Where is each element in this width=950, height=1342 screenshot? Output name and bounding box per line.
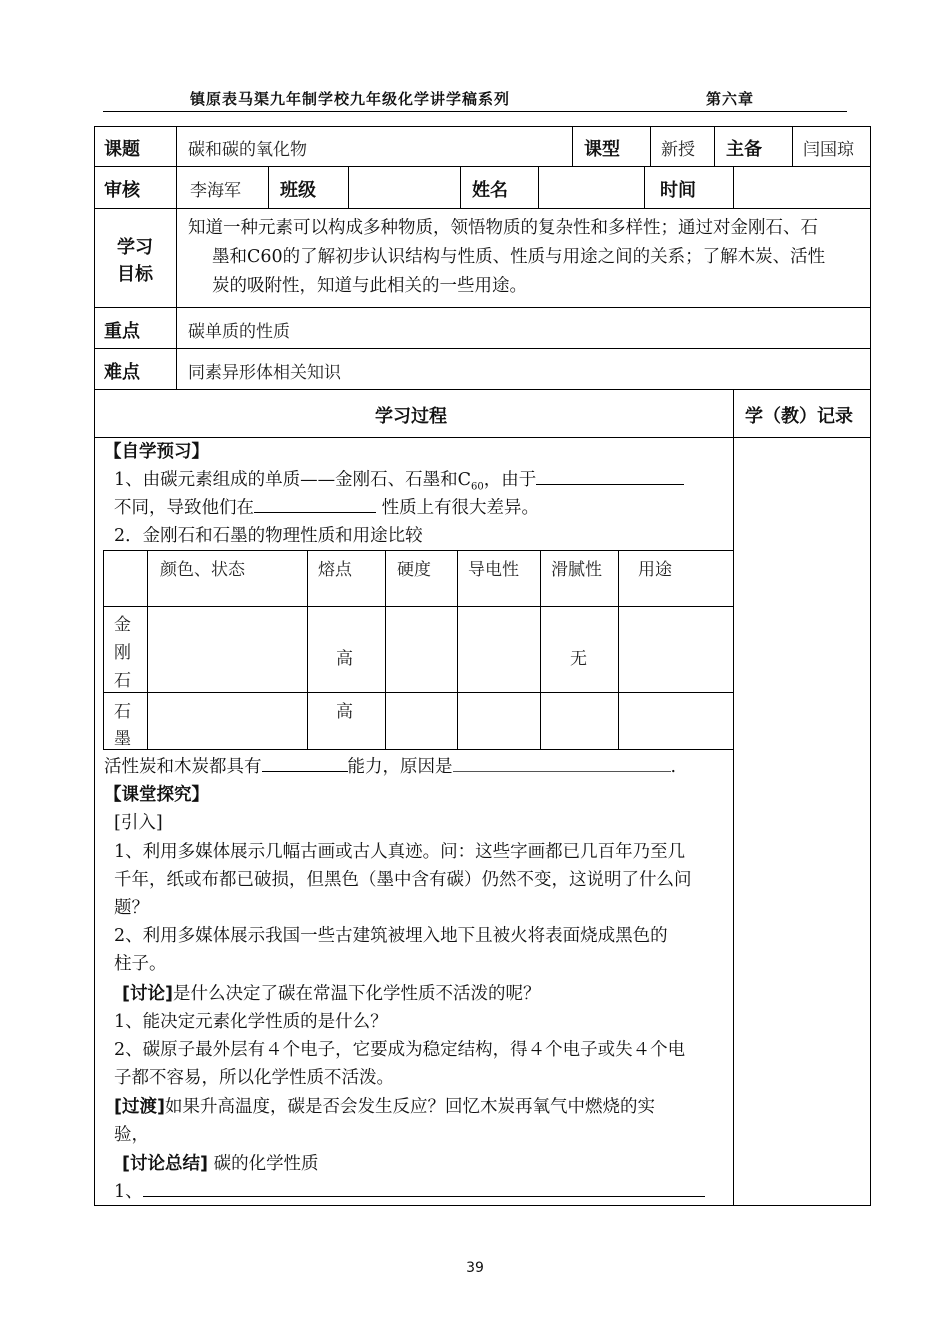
header-hardness: 硬度 — [397, 560, 431, 580]
q3-text-c: . — [670, 757, 677, 777]
header-rule — [103, 111, 847, 112]
goal-label-line2: 目标 — [117, 264, 153, 285]
answer-blank[interactable] — [453, 753, 671, 772]
summary-item-number: 1、 — [114, 1182, 143, 1202]
row-divider — [94, 307, 871, 308]
table-row-divider — [103, 692, 734, 693]
q3-text-b: 能力，原因是 — [347, 757, 453, 777]
q1-text-b: ，由于 — [483, 470, 537, 490]
summary-text: 碳的化学性质 — [208, 1154, 319, 1174]
table-col-divider — [385, 550, 386, 750]
row-divider — [94, 437, 871, 438]
diamond-slipperiness: 无 — [570, 649, 587, 669]
row-diamond-name-3: 石 — [114, 671, 131, 691]
table-col-divider — [618, 550, 619, 750]
key-point-label: 重点 — [104, 321, 140, 342]
table-col-divider — [147, 550, 148, 750]
answer-blank[interactable] — [536, 466, 684, 485]
col-divider — [572, 126, 573, 166]
col-divider — [538, 166, 539, 208]
col-divider — [714, 126, 715, 166]
q1-text-c: 不同，导致他们在 — [114, 498, 254, 518]
page-number: 39 — [466, 1260, 484, 1276]
col-divider — [650, 126, 651, 166]
explore-p2-line1: 2、利用多媒体展示我国一些古建筑被埋入地下且被火将表面烧成黑色的 — [114, 926, 668, 946]
discussion-line — [122, 980, 541, 1008]
col-divider — [176, 126, 177, 389]
c60-subscript: 60 — [471, 481, 484, 493]
table-col-divider — [307, 550, 308, 750]
preview-heading: 【自学预习】 — [104, 442, 209, 462]
process-heading: 学习过程 — [375, 406, 447, 427]
transition-line1 — [114, 1093, 655, 1121]
q3-text-a: 活性炭和木炭都具有 — [104, 757, 262, 777]
transition-tag: [过渡] — [114, 1097, 165, 1117]
answer-blank[interactable] — [143, 1178, 705, 1197]
summary-line — [122, 1150, 319, 1178]
row-diamond-name-1: 金 — [114, 615, 131, 635]
col-divider — [644, 166, 645, 208]
goal-label-line1: 学习 — [117, 237, 153, 258]
col-divider — [733, 166, 734, 208]
chapter-label: 第六章 — [706, 90, 755, 108]
discussion-q2-line1: 2、碳原子最外层有４个电子，它要成为稳定结构，得４个电子或失４个电 — [114, 1040, 686, 1060]
table-col-divider — [540, 550, 541, 750]
goal-line-3: 炭的吸附性，知道与此相关的一些用途。 — [212, 276, 527, 296]
preview-question-2: 2．金刚石和石墨的物理性质和用途比较 — [114, 526, 423, 546]
summary-tag: [讨论总结] — [122, 1154, 208, 1174]
col-divider — [348, 166, 349, 208]
col-divider — [733, 389, 734, 1206]
lead-author-value: 闫国琼 — [803, 140, 854, 160]
summary-item-1 — [114, 1178, 705, 1206]
topic-label: 课题 — [104, 139, 140, 160]
explore-p2-line2: 柱子。 — [114, 954, 167, 974]
col-divider — [792, 126, 793, 166]
header-slipperiness: 滑腻性 — [551, 560, 602, 580]
name-label: 姓名 — [472, 180, 508, 201]
intro-tag: [引入] — [114, 813, 163, 833]
lesson-type-value: 新授 — [661, 140, 695, 160]
topic-value: 碳和碳的氧化物 — [188, 140, 307, 160]
preview-question-3 — [104, 753, 676, 781]
row-divider — [94, 208, 871, 209]
discussion-text: 是什么决定了碳在常温下化学性质不活泼的呢？ — [173, 984, 541, 1004]
diamond-melting-point: 高 — [336, 649, 353, 669]
col-divider — [460, 166, 461, 208]
answer-blank[interactable] — [262, 753, 348, 772]
row-graphite-name-1: 石 — [114, 702, 131, 722]
explore-p1-line2: 千年，纸或布都已破损，但黑色（墨中含有碳）仍然不变，这说明了什么问 — [114, 870, 692, 890]
q1-text-d: 性质上有很大差异。 — [376, 498, 540, 518]
reviewer-label: 审核 — [104, 180, 140, 201]
row-divider — [94, 389, 871, 390]
class-label: 班级 — [280, 180, 316, 201]
reviewer-value: 李海军 — [190, 181, 241, 201]
lesson-type-label: 课型 — [584, 139, 620, 160]
answer-blank[interactable] — [254, 494, 376, 513]
doc-series-title: 镇原表马渠九年制学校九年级化学讲学稿系列 — [190, 90, 511, 108]
lead-author-label: 主备 — [726, 139, 762, 160]
discussion-tag: [讨论] — [122, 984, 173, 1004]
time-label: 时间 — [660, 180, 696, 201]
row-graphite-name-2: 墨 — [114, 729, 131, 749]
row-divider — [94, 166, 871, 167]
row-divider — [94, 348, 871, 349]
table-row-divider — [103, 606, 734, 607]
q1-text: 1、由碳元素组成的单质——金刚石、石墨和C — [114, 470, 472, 490]
discussion-q1: 1、能决定元素化学性质的是什么？ — [114, 1012, 388, 1032]
goal-line-1: 知道一种元素可以构成多种物质，领悟物质的复杂性和多样性；通过对金刚石、石 — [188, 218, 818, 238]
difficulty-value: 同素异形体相关知识 — [188, 363, 341, 383]
header-uses: 用途 — [638, 560, 672, 580]
header-conductivity: 导电性 — [468, 560, 519, 580]
table-col-divider — [457, 550, 458, 750]
explore-p1-line3: 题？ — [114, 898, 149, 918]
difficulty-label: 难点 — [104, 362, 140, 383]
header-color-state: 颜色、状态 — [160, 560, 245, 580]
transition-line2: 验， — [114, 1125, 149, 1145]
explore-p1-line1: 1、利用多媒体展示几幅古画或古人真迹。问：这些字画都已几百年乃至几 — [114, 842, 686, 862]
discussion-q2-line2: 子都不容易，所以化学性质不活泼。 — [114, 1068, 394, 1088]
graphite-melting-point: 高 — [336, 702, 353, 722]
record-heading: 学（教）记录 — [745, 406, 853, 427]
comparison-table — [103, 550, 734, 750]
header-melting-point: 熔点 — [318, 560, 352, 580]
explore-heading: 【课堂探究】 — [104, 785, 209, 805]
goal-line-2: 墨和C60的了解初步认识结构与性质、性质与用途之间的关系；了解木炭、活性 — [212, 247, 826, 267]
key-point-value: 碳单质的性质 — [188, 322, 290, 342]
col-divider — [268, 166, 269, 208]
row-diamond-name-2: 刚 — [114, 643, 131, 663]
transition-text: 如果升高温度，碳是否会发生反应？回忆木炭再氧气中燃烧的实 — [165, 1097, 655, 1117]
preview-question-1-cont — [114, 494, 539, 522]
